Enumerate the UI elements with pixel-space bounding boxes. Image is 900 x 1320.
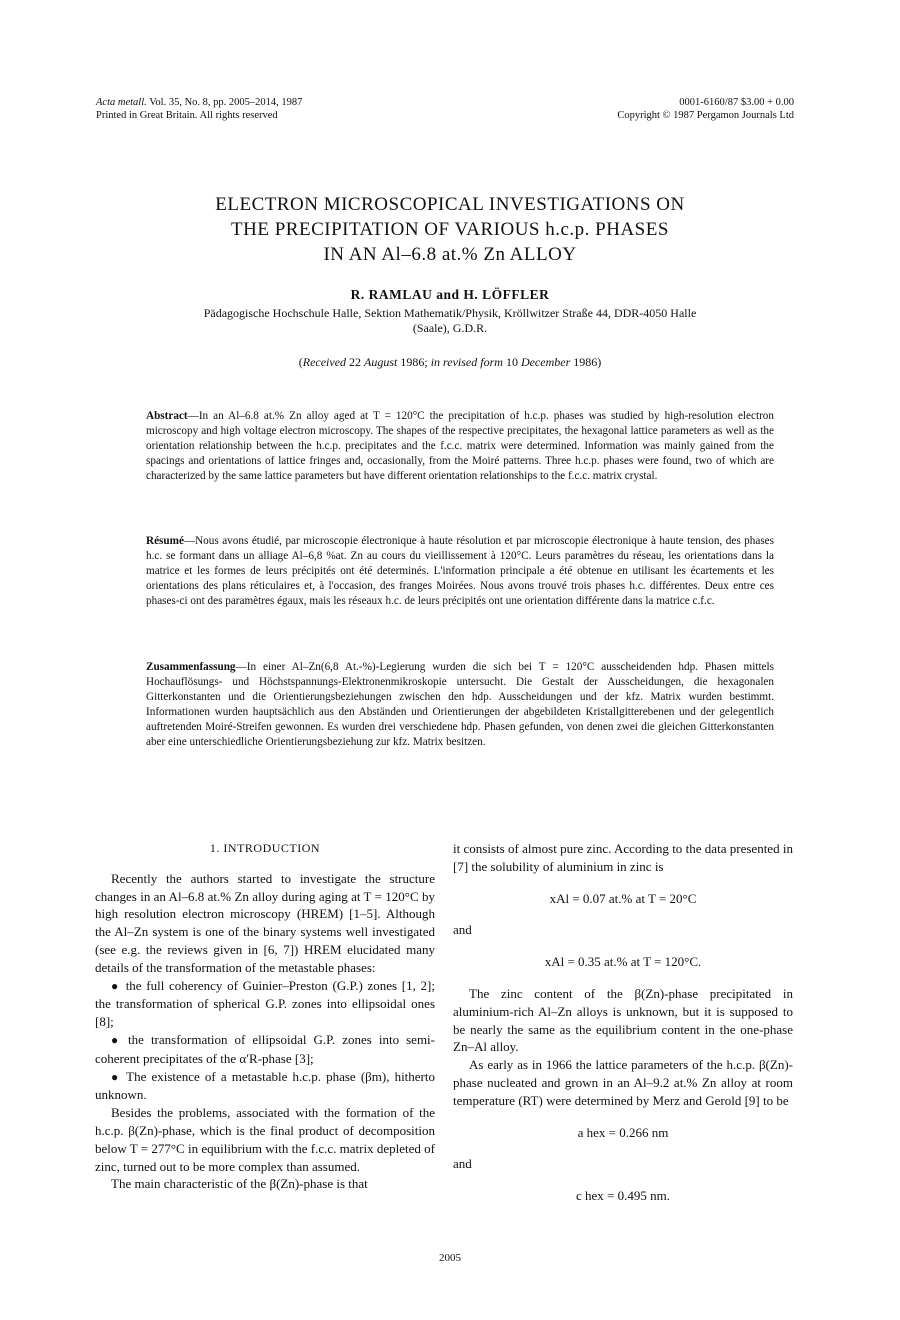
received-open: ( <box>298 355 303 369</box>
and-label-1: and <box>453 922 472 938</box>
column-right <box>453 840 793 1219</box>
revised-year: 1986) <box>570 355 602 369</box>
journal-header-left <box>96 96 302 122</box>
issn-price: 0001-6160/87 $3.00 + 0.00 <box>679 97 794 108</box>
intro-paragraph-1: Recently the authors started to investigate the structure changes in an Al–6.8 at.% Zn alloy during aging at T = 120°C by high resolution electron microscopy (HREM) [1–5]. Although the Al–Zn system is one of the binary systems well investigated (see e.g. the reviews given in [6, 7]) HREM elucidated many details of the transformation of the metastable phases: <box>95 870 435 975</box>
right-paragraph-1: it consists of almost pure zinc. According to the data presented in [7] the solubility of aluminium in zinc is <box>453 841 793 874</box>
affiliation-line-2: (Saale), G.D.R. <box>412 321 488 335</box>
equation-4: c hex = 0.495 nm. <box>576 1188 670 1204</box>
journal-name: Acta metall. <box>96 97 147 108</box>
page-number: 2005 <box>439 1252 461 1264</box>
received-month: August <box>364 355 398 369</box>
section-heading: 1. INTRODUCTION <box>209 841 321 855</box>
bullet-item-3: ● The existence of a metastable h.c.p. phase (βm), hitherto unknown. <box>95 1068 435 1105</box>
revised-day: 10 <box>502 355 521 369</box>
revised-month: December <box>520 355 571 369</box>
paper-title <box>0 192 900 267</box>
received-year: 1986; <box>397 355 431 369</box>
received-dates <box>0 355 900 370</box>
title-line-3: IN AN Al–6.8 at.% Zn ALLOY <box>323 244 577 265</box>
and-label-2: and <box>453 1156 472 1172</box>
authors: R. RAMLAU and H. LÖFFLER <box>350 287 550 302</box>
volume-info: Vol. 35, No. 8, pp. 2005–2014, 1987 <box>149 97 303 108</box>
bullet-item-2: ● the transformation of ellipsoidal G.P. zones into semi-coherent precipitates of the α′R-phase [3]; <box>95 1031 435 1068</box>
printed-notice: Printed in Great Britain. All rights reserved <box>96 110 278 121</box>
abstract-text: —In an Al–6.8 at.% Zn alloy aged at T = 120°C the precipitation of h.c.p. phases was studied by high-resolution electron microscopy and high voltage electron microscopy. The shapes of the respective precipitates, the hexagonal lattice parameters as well as the orientation relationship between the h.c.p. precipitates and the f.c.c. matrix were determined. Information was mainly gained from the spacings and orientations of lattice fringes and, occasionally, from the Moiré patterns. Three h.c.p. phases were found, two of which are characterized by the same lattice parameters but have different orientation relationships to the f.c.c. matrix crystal. <box>146 410 774 482</box>
abstract-french <box>146 534 774 609</box>
received-label: Received <box>302 355 347 369</box>
zusammenfassung-lead: Zusammenfassung <box>146 661 236 673</box>
right-paragraph-2: The zinc content of the β(Zn)-phase precipitated in aluminium-rich Al–Zn alloys is unknown, but it is supposed to be nearly the same as the equilibrium content in the one-phase Zn–Al alloy. <box>453 985 793 1055</box>
copyright: Copyright © 1987 Pergamon Journals Ltd <box>617 110 794 121</box>
abstract-german <box>146 660 774 750</box>
resume-text: —Nous avons étudié, par microscopie électronique à haute résolution et par microscopie électronique à haute tension, des phases h.c. se formant dans un alliage Al–6,8 %at. Zn au cours du vieillissement à 120°C. Leurs paramètres du réseau, les orientations dans la matrice et les formes de leurs précipités ont été determinés. L'information principale a été obtenue en utilisant les écartements et les orientations des plans réticulaires et, à l'occasion, des franges Moirées. Nous avons trouvé trois phases h.c. différentes. Deux entre ces phases-ci ont des paramètres égaux, mais les réseaux h.c. de leurs précipités ont une orientation différente dans la matrice c.f.c. <box>146 535 774 607</box>
journal-header-right <box>617 96 794 122</box>
affiliation <box>0 306 900 336</box>
equation-3: a hex = 0.266 nm <box>577 1124 669 1140</box>
equation-2: xAl = 0.35 at.% at T = 120°C. <box>544 954 702 970</box>
title-line-2: THE PRECIPITATION OF VARIOUS h.c.p. PHASES <box>231 219 669 240</box>
right-paragraph-3: As early as in 1966 the lattice parameters of the h.c.p. β(Zn)-phase nucleated and grown in an Al–9.2 at.% Zn alloy at room temperature (RT) were determined by Merz and Gerold [9] to be <box>453 1057 793 1108</box>
intro-paragraph-2: Besides the problems, associated with the formation of the h.c.p. β(Zn)-phase, which is the final product of decomposition below T = 277°C in equilibrium with the f.c.c. matrix depleted of zinc, turned out to be more complex than assumed. <box>95 1105 435 1174</box>
title-line-1: ELECTRON MICROSCOPICAL INVESTIGATIONS ON <box>215 194 685 215</box>
resume-lead: Résumé <box>146 535 184 547</box>
received-day: 22 <box>346 355 365 369</box>
revised-label: in revised form <box>430 355 503 369</box>
bullet-item-1: ● the full coherency of Guinier–Preston (G.P.) zones [1, 2]; the transformation of spherical G.P. zones into ellipsoidal ones [8]; <box>95 977 435 1031</box>
equation-1: xAl = 0.07 at.% at T = 20°C <box>549 890 697 906</box>
intro-paragraph-3: The main characteristic of the β(Zn)-phase is that <box>111 1176 368 1192</box>
column-left <box>95 840 435 1193</box>
abstract-english <box>146 409 774 484</box>
affiliation-line-1: Pädagogische Hochschule Halle, Sektion Mathematik/Physik, Kröllwitzer Straße 44, DDR-4050 Halle <box>203 306 697 320</box>
abstract-lead: Abstract <box>146 410 188 422</box>
zusammenfassung-text: —In einer Al–Zn(6,8 At.-%)-Legierung wurden die sich bei T = 120°C ausscheidenden hdp. Phasen mittels Hochauflösungs- und Höchstspannungs-Elektronenmikroskopie untersucht. Die Gestalt der Ausscheidungen, die hexagonalen Gitterkonstanten und die Orientierungsbeziehungen zwischen den hdp. Ausscheidungen und der kfz. Matrix wurden bestimmt. Informationen wurden hauptsächlich aus den Abständen und Orientierungen der abgebildeten Kristallgitterebenen und der gelegentlich auftretenden Moiré-Streifen gewonnen. Es wurden drei verschiedene hdp. Phasen gefunden, von denen zwei die gleichen Gitterkonstanten aber eine unterschiedliche Orientierungsbeziehung zur kfz. Matrix besitzen. <box>146 661 774 748</box>
